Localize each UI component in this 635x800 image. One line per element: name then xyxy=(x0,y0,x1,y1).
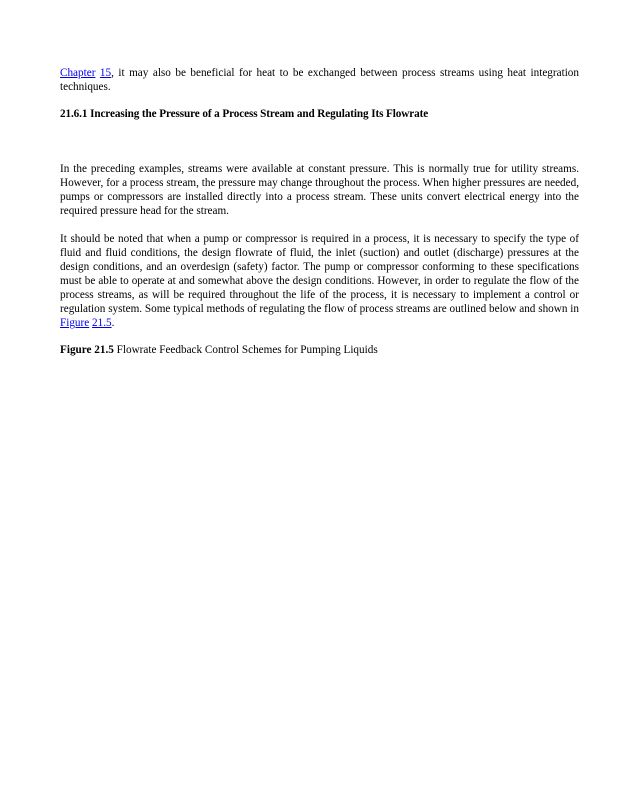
intro-text: , it may also be beneficial for heat to be exchanged between process streams using heat integration techniques. xyxy=(60,67,579,94)
paragraph-pump-specification xyxy=(60,232,579,331)
paragraph-pump-tail: . xyxy=(111,317,115,330)
intro-paragraph xyxy=(60,66,579,94)
figure-caption xyxy=(60,343,579,357)
section-heading: 21.6.1 Increasing the Pressure of a Process Stream and Regulating Its Flowrate xyxy=(60,108,429,121)
paragraph-pump-text: It should be noted that when a pump or compressor is required in a process, it is necessary to specify the type of fluid and fluid conditions, the design flowrate of fluid, the inlet (suction) and outlet (discharge) pressures at the design conditions, and an overdesign (safety) factor. The pump or compressor conforming to these specifications must be able to operate at and somewhat above the design conditions. However, in order to regulate the flow of the process streams, as will be required throughout the life of the process, it is necessary to implement a control or regulation system. Some typical methods of regulating the flow of process streams are outlined below and shown in xyxy=(60,232,579,316)
document-page xyxy=(60,66,579,357)
chapter-number-link[interactable]: 15 xyxy=(99,67,112,79)
figure-link[interactable]: Figure xyxy=(60,317,90,330)
paragraph-utility-streams: In the preceding examples, streams were available at constant pressure. This is normally true for utility streams. However, for a process stream, the pressure may change throughout the process. When higher pressures are needed, pumps or compressors are installed directly into a process stream. These units convert electrical energy into the required pressure head for the stream. xyxy=(60,163,579,218)
chapter-link[interactable]: Chapter xyxy=(60,67,96,79)
figure-caption-text: Flowrate Feedback Control Schemes for Pumping Liquids xyxy=(113,344,378,357)
figure-caption-label: Figure 21.5 xyxy=(60,344,114,357)
figure-number-link[interactable]: 21.5 xyxy=(92,317,112,330)
